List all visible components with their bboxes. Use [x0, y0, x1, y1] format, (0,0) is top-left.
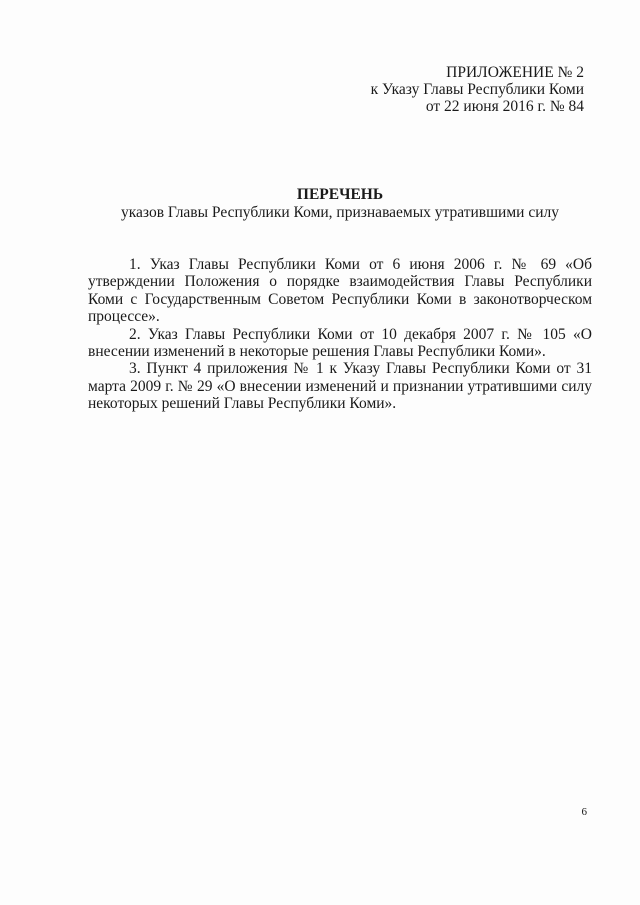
appendix-decree-date: от 22 июня 2016 г. № 84 — [425, 98, 584, 115]
appendix-decree-ref: к Указу Главы Республики Коми — [370, 81, 584, 98]
list-item: 2. Указ Главы Республики Коми от 10 декабря 2007 г. № 105 «О внесении изменений в некоторые решения Главы Республики Коми». — [88, 325, 592, 361]
decree-list — [88, 256, 592, 413]
page-number: 6 — [581, 806, 587, 818]
appendix-header — [371, 64, 584, 115]
appendix-number: ПРИЛОЖЕНИЕ № 2 — [446, 64, 584, 81]
document-heading — [90, 186, 590, 222]
document-title: ПЕРЕЧЕНЬ — [296, 186, 384, 203]
list-item: 3. Пункт 4 приложения № 1 к Указу Главы Республики Коми от 31 марта 2009 г. № 29 «О внесении изменений и признании утратившими силу некоторых решений Главы Республики Коми». — [88, 360, 592, 413]
document-subtitle: указов Главы Республики Коми, признаваемых утратившими силу — [121, 204, 559, 221]
list-item: 1. Указ Главы Республики Коми от 6 июня 2006 г. № 69 «Об утверждении Положения о порядке взаимодействия Главы Республики Коми с Государственным Советом Республики Коми в законотворческом процессе». — [88, 256, 592, 326]
